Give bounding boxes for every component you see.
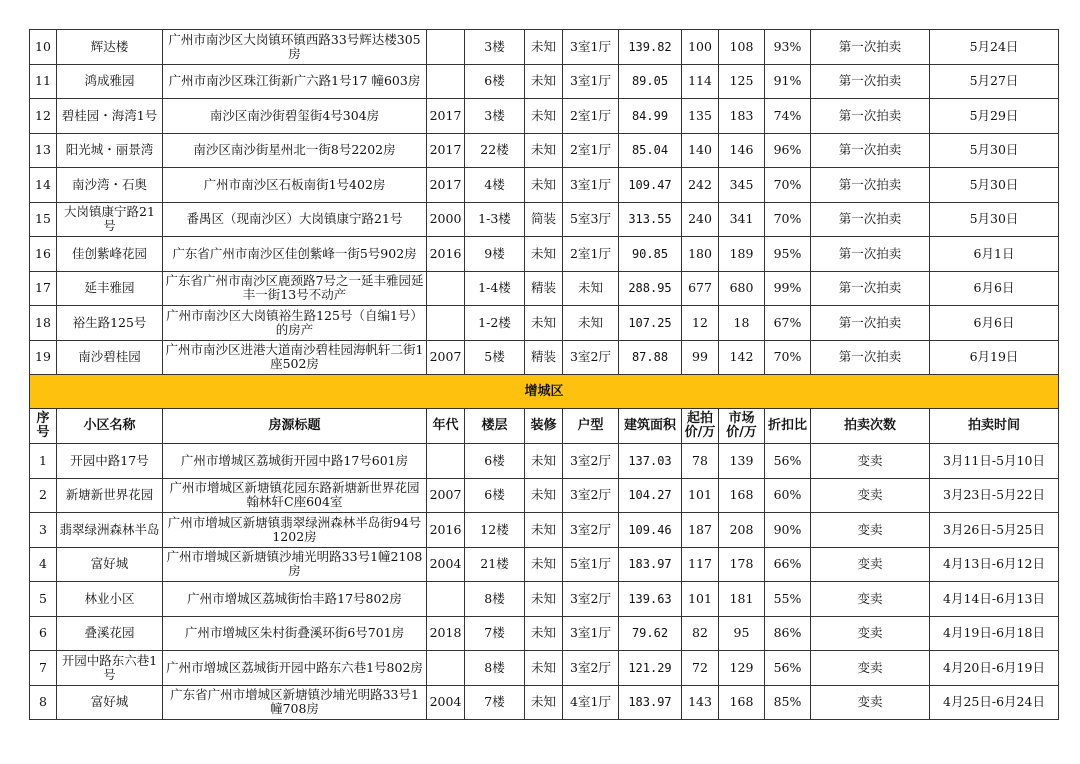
cell-start-price: 135 (682, 99, 719, 134)
cell-title: 南沙区南沙街星州北一街8号2202房 (163, 133, 427, 168)
cell-no: 8 (30, 685, 57, 720)
cell-name: 南沙湾・石奥 (57, 168, 163, 203)
cell-name: 富好城 (57, 547, 163, 582)
cell-layout: 2室1厅 (563, 237, 619, 272)
table-row (30, 99, 1059, 134)
cell-year: 2000 (427, 202, 465, 237)
header-floor: 楼层 (465, 409, 525, 444)
cell-layout: 3室1厅 (563, 64, 619, 99)
cell-market-price: 18 (719, 306, 765, 341)
table-row (30, 237, 1059, 272)
cell-market-price: 142 (719, 340, 765, 375)
cell-layout: 3室2厅 (563, 444, 619, 479)
table-row (30, 651, 1059, 686)
cell-market-price: 129 (719, 651, 765, 686)
cell-title: 广州市增城区新塘镇翡翠绿洲森林半岛街94号1202房 (163, 513, 427, 548)
cell-auction-date: 6月19日 (930, 340, 1059, 375)
cell-start-price: 101 (682, 478, 719, 513)
cell-name: 南沙碧桂园 (57, 340, 163, 375)
header-layout: 户型 (563, 409, 619, 444)
cell-area: 288.95 (619, 271, 682, 306)
cell-auction-date: 5月29日 (930, 99, 1059, 134)
cell-market-price: 139 (719, 444, 765, 479)
cell-year (427, 64, 465, 99)
header-decor: 装修 (525, 409, 563, 444)
cell-decor: 未知 (525, 168, 563, 203)
table-row (30, 306, 1059, 341)
cell-floor: 22楼 (465, 133, 525, 168)
cell-title: 广州市南沙区大岗镇环镇西路33号辉达楼305房 (163, 30, 427, 65)
cell-year: 2017 (427, 99, 465, 134)
table-row (30, 513, 1059, 548)
cell-title: 广东省广州市南沙区佳创紫峰一街5号902房 (163, 237, 427, 272)
cell-title: 广州市南沙区珠江街新广六路1号17 幢603房 (163, 64, 427, 99)
cell-name: 新塘新世界花园 (57, 478, 163, 513)
cell-year (427, 271, 465, 306)
cell-auction-times: 变卖 (811, 685, 930, 720)
cell-no: 18 (30, 306, 57, 341)
cell-floor: 7楼 (465, 685, 525, 720)
cell-title: 广州市南沙区石板南街1号402房 (163, 168, 427, 203)
header-name: 小区名称 (57, 409, 163, 444)
cell-name: 延丰雅园 (57, 271, 163, 306)
cell-floor: 8楼 (465, 582, 525, 617)
table-row (30, 202, 1059, 237)
cell-layout: 2室1厅 (563, 99, 619, 134)
cell-floor: 1-2楼 (465, 306, 525, 341)
cell-year: 2016 (427, 237, 465, 272)
cell-floor: 21楼 (465, 547, 525, 582)
table-row (30, 478, 1059, 513)
cell-auction-date: 5月30日 (930, 168, 1059, 203)
cell-decor: 未知 (525, 306, 563, 341)
cell-layout: 2室1厅 (563, 133, 619, 168)
cell-auction-times: 变卖 (811, 444, 930, 479)
cell-name: 鸿成雅园 (57, 64, 163, 99)
cell-floor: 3楼 (465, 99, 525, 134)
cell-start-price: 677 (682, 271, 719, 306)
cell-market-price: 345 (719, 168, 765, 203)
cell-area: 109.47 (619, 168, 682, 203)
cell-auction-date: 5月30日 (930, 133, 1059, 168)
cell-title: 广东省广州市增城区新塘镇沙埔光明路33号1幢708房 (163, 685, 427, 720)
cell-auction-times: 变卖 (811, 513, 930, 548)
cell-floor: 9楼 (465, 237, 525, 272)
cell-area: 313.55 (619, 202, 682, 237)
cell-start-price: 143 (682, 685, 719, 720)
cell-year: 2018 (427, 616, 465, 651)
cell-no: 13 (30, 133, 57, 168)
cell-no: 4 (30, 547, 57, 582)
cell-name: 辉达楼 (57, 30, 163, 65)
cell-start-price: 140 (682, 133, 719, 168)
cell-auction-times: 第一次拍卖 (811, 237, 930, 272)
cell-start-price: 180 (682, 237, 719, 272)
cell-auction-date: 3月26日-5月25日 (930, 513, 1059, 548)
cell-auction-times: 变卖 (811, 547, 930, 582)
cell-area: 139.82 (619, 30, 682, 65)
cell-area: 89.05 (619, 64, 682, 99)
table-row (30, 616, 1059, 651)
cell-discount: 56% (765, 444, 811, 479)
header-area: 建筑面积 (619, 409, 682, 444)
cell-no: 3 (30, 513, 57, 548)
cell-floor: 7楼 (465, 616, 525, 651)
cell-no: 19 (30, 340, 57, 375)
cell-name: 叠溪花园 (57, 616, 163, 651)
cell-start-price: 242 (682, 168, 719, 203)
cell-floor: 4楼 (465, 168, 525, 203)
cell-no: 11 (30, 64, 57, 99)
cell-no: 10 (30, 30, 57, 65)
cell-title: 广州市南沙区进港大道南沙碧桂园海帆轩二街1座502房 (163, 340, 427, 375)
cell-layout: 未知 (563, 306, 619, 341)
cell-year: 2017 (427, 133, 465, 168)
cell-floor: 6楼 (465, 444, 525, 479)
cell-decor: 未知 (525, 478, 563, 513)
cell-title: 广东省广州市南沙区鹿颈路7号之一延丰雅园延丰一街13号不动产 (163, 271, 427, 306)
cell-decor: 未知 (525, 237, 563, 272)
cell-discount: 91% (765, 64, 811, 99)
cell-layout: 3室2厅 (563, 582, 619, 617)
cell-name: 林业小区 (57, 582, 163, 617)
cell-name: 富好城 (57, 685, 163, 720)
cell-decor: 未知 (525, 513, 563, 548)
cell-name: 裕生路125号 (57, 306, 163, 341)
cell-area: 139.63 (619, 582, 682, 617)
cell-layout: 3室1厅 (563, 30, 619, 65)
cell-discount: 70% (765, 202, 811, 237)
cell-year (427, 30, 465, 65)
nansha-table-body (30, 30, 1059, 375)
zengcheng-section (30, 375, 1059, 444)
cell-floor: 5楼 (465, 340, 525, 375)
cell-discount: 86% (765, 616, 811, 651)
cell-name: 佳创紫峰花园 (57, 237, 163, 272)
cell-market-price: 168 (719, 685, 765, 720)
cell-auction-times: 第一次拍卖 (811, 340, 930, 375)
cell-area: 85.04 (619, 133, 682, 168)
cell-discount: 67% (765, 306, 811, 341)
cell-market-price: 181 (719, 582, 765, 617)
cell-name: 阳光城・丽景湾 (57, 133, 163, 168)
cell-area: 90.85 (619, 237, 682, 272)
cell-discount: 85% (765, 685, 811, 720)
cell-start-price: 78 (682, 444, 719, 479)
cell-auction-times: 变卖 (811, 582, 930, 617)
cell-market-price: 95 (719, 616, 765, 651)
cell-auction-date: 4月14日-6月13日 (930, 582, 1059, 617)
cell-decor: 未知 (525, 99, 563, 134)
cell-decor: 简装 (525, 202, 563, 237)
cell-year (427, 306, 465, 341)
cell-floor: 3楼 (465, 30, 525, 65)
cell-floor: 8楼 (465, 651, 525, 686)
cell-floor: 1-3楼 (465, 202, 525, 237)
cell-area: 87.88 (619, 340, 682, 375)
cell-market-price: 183 (719, 99, 765, 134)
cell-area: 137.03 (619, 444, 682, 479)
cell-layout: 3室2厅 (563, 651, 619, 686)
cell-decor: 精装 (525, 271, 563, 306)
cell-market-price: 680 (719, 271, 765, 306)
cell-title: 广州市增城区荔城街开园中路17号601房 (163, 444, 427, 479)
cell-year: 2007 (427, 340, 465, 375)
cell-discount: 74% (765, 99, 811, 134)
cell-start-price: 240 (682, 202, 719, 237)
auction-listing-table (29, 29, 1059, 720)
cell-auction-times: 第一次拍卖 (811, 133, 930, 168)
cell-name: 开园中路17号 (57, 444, 163, 479)
cell-auction-times: 第一次拍卖 (811, 99, 930, 134)
cell-decor: 未知 (525, 616, 563, 651)
cell-auction-date: 4月25日-6月24日 (930, 685, 1059, 720)
cell-discount: 55% (765, 582, 811, 617)
cell-no: 17 (30, 271, 57, 306)
header-title: 房源标题 (163, 409, 427, 444)
cell-no: 1 (30, 444, 57, 479)
cell-auction-times: 第一次拍卖 (811, 306, 930, 341)
table-row (30, 547, 1059, 582)
cell-no: 2 (30, 478, 57, 513)
cell-discount: 93% (765, 30, 811, 65)
cell-auction-date: 3月11日-5月10日 (930, 444, 1059, 479)
cell-area: 121.29 (619, 651, 682, 686)
cell-auction-times: 第一次拍卖 (811, 168, 930, 203)
header-year: 年代 (427, 409, 465, 444)
cell-decor: 未知 (525, 64, 563, 99)
cell-no: 5 (30, 582, 57, 617)
cell-no: 15 (30, 202, 57, 237)
cell-decor: 未知 (525, 685, 563, 720)
cell-no: 14 (30, 168, 57, 203)
cell-year: 2016 (427, 513, 465, 548)
cell-auction-times: 第一次拍卖 (811, 202, 930, 237)
cell-year: 2004 (427, 685, 465, 720)
header-market-price: 市场价/万 (719, 409, 765, 444)
table-row (30, 582, 1059, 617)
table-row (30, 168, 1059, 203)
cell-decor: 未知 (525, 444, 563, 479)
cell-start-price: 12 (682, 306, 719, 341)
cell-auction-date: 5月24日 (930, 30, 1059, 65)
cell-floor: 12楼 (465, 513, 525, 548)
cell-auction-date: 5月30日 (930, 202, 1059, 237)
cell-auction-date: 4月20日-6月19日 (930, 651, 1059, 686)
table-row (30, 30, 1059, 65)
cell-no: 7 (30, 651, 57, 686)
cell-auction-times: 第一次拍卖 (811, 64, 930, 99)
cell-auction-times: 变卖 (811, 478, 930, 513)
cell-market-price: 189 (719, 237, 765, 272)
cell-no: 12 (30, 99, 57, 134)
cell-decor: 未知 (525, 651, 563, 686)
cell-year: 2017 (427, 168, 465, 203)
cell-discount: 70% (765, 340, 811, 375)
table-row (30, 685, 1059, 720)
cell-layout: 4室1厅 (563, 685, 619, 720)
cell-area: 79.62 (619, 616, 682, 651)
cell-layout: 3室1厅 (563, 168, 619, 203)
cell-auction-date: 5月27日 (930, 64, 1059, 99)
table-row (30, 340, 1059, 375)
cell-start-price: 99 (682, 340, 719, 375)
cell-market-price: 146 (719, 133, 765, 168)
cell-auction-times: 第一次拍卖 (811, 271, 930, 306)
cell-discount: 70% (765, 168, 811, 203)
cell-no: 16 (30, 237, 57, 272)
header-auction-date: 拍卖时间 (930, 409, 1059, 444)
cell-year: 2007 (427, 478, 465, 513)
table-row (30, 133, 1059, 168)
column-header-row (30, 409, 1059, 444)
cell-start-price: 82 (682, 616, 719, 651)
cell-title: 广州市南沙区大岗镇裕生路125号（自编1号）的房产 (163, 306, 427, 341)
cell-year (427, 444, 465, 479)
cell-title: 广州市增城区荔城街怡丰路17号802房 (163, 582, 427, 617)
cell-discount: 60% (765, 478, 811, 513)
cell-floor: 6楼 (465, 64, 525, 99)
auction-listing-table-wrapper (29, 29, 1058, 720)
cell-year (427, 582, 465, 617)
cell-title: 广州市增城区荔城街开园中路东六巷1号802房 (163, 651, 427, 686)
cell-year: 2004 (427, 547, 465, 582)
cell-floor: 6楼 (465, 478, 525, 513)
cell-auction-date: 6月6日 (930, 271, 1059, 306)
header-no: 序号 (30, 409, 57, 444)
cell-market-price: 208 (719, 513, 765, 548)
cell-discount: 99% (765, 271, 811, 306)
cell-title: 广州市增城区新塘镇花园东路新塘新世界花园翰林轩C座604室 (163, 478, 427, 513)
cell-market-price: 178 (719, 547, 765, 582)
section-title: 增城区 (30, 375, 1059, 409)
cell-name: 大岗镇康宁路21号 (57, 202, 163, 237)
cell-decor: 精装 (525, 340, 563, 375)
cell-year (427, 651, 465, 686)
cell-auction-date: 3月23日-5月22日 (930, 478, 1059, 513)
table-row (30, 444, 1059, 479)
header-discount: 折扣比 (765, 409, 811, 444)
cell-start-price: 117 (682, 547, 719, 582)
cell-market-price: 108 (719, 30, 765, 65)
cell-layout: 3室1厅 (563, 616, 619, 651)
cell-decor: 未知 (525, 582, 563, 617)
cell-discount: 56% (765, 651, 811, 686)
cell-decor: 未知 (525, 133, 563, 168)
section-header-row (30, 375, 1059, 409)
cell-start-price: 101 (682, 582, 719, 617)
cell-market-price: 341 (719, 202, 765, 237)
cell-area: 183.97 (619, 685, 682, 720)
cell-decor: 未知 (525, 30, 563, 65)
cell-title: 广州市增城区朱村街叠溪环街6号701房 (163, 616, 427, 651)
table-row (30, 271, 1059, 306)
cell-start-price: 100 (682, 30, 719, 65)
cell-layout: 3室2厅 (563, 513, 619, 548)
cell-market-price: 168 (719, 478, 765, 513)
cell-start-price: 187 (682, 513, 719, 548)
cell-start-price: 72 (682, 651, 719, 686)
cell-auction-date: 6月1日 (930, 237, 1059, 272)
cell-auction-date: 4月19日-6月18日 (930, 616, 1059, 651)
cell-market-price: 125 (719, 64, 765, 99)
zengcheng-table-body (30, 444, 1059, 720)
cell-auction-times: 第一次拍卖 (811, 30, 930, 65)
cell-area: 104.27 (619, 478, 682, 513)
header-start-price: 起拍价/万 (682, 409, 719, 444)
cell-layout: 未知 (563, 271, 619, 306)
cell-title: 广州市增城区新塘镇沙埔光明路33号1幢2108房 (163, 547, 427, 582)
cell-auction-times: 变卖 (811, 651, 930, 686)
cell-name: 碧桂园・海湾1号 (57, 99, 163, 134)
cell-discount: 66% (765, 547, 811, 582)
cell-discount: 95% (765, 237, 811, 272)
cell-layout: 3室2厅 (563, 340, 619, 375)
cell-no: 6 (30, 616, 57, 651)
cell-discount: 96% (765, 133, 811, 168)
cell-start-price: 114 (682, 64, 719, 99)
cell-layout: 5室1厅 (563, 547, 619, 582)
cell-area: 107.25 (619, 306, 682, 341)
cell-area: 109.46 (619, 513, 682, 548)
cell-auction-date: 4月13日-6月12日 (930, 547, 1059, 582)
cell-decor: 未知 (525, 547, 563, 582)
cell-name: 翡翠绿洲森林半岛 (57, 513, 163, 548)
cell-auction-date: 6月6日 (930, 306, 1059, 341)
cell-title: 南沙区南沙街碧玺街4号304房 (163, 99, 427, 134)
cell-auction-times: 变卖 (811, 616, 930, 651)
cell-floor: 1-4楼 (465, 271, 525, 306)
header-auction-times: 拍卖次数 (811, 409, 930, 444)
cell-title: 番禺区（现南沙区）大岗镇康宁路21号 (163, 202, 427, 237)
cell-discount: 90% (765, 513, 811, 548)
table-row (30, 64, 1059, 99)
cell-layout: 5室3厅 (563, 202, 619, 237)
cell-area: 84.99 (619, 99, 682, 134)
cell-name: 开园中路东六巷1号 (57, 651, 163, 686)
cell-layout: 3室2厅 (563, 478, 619, 513)
cell-area: 183.97 (619, 547, 682, 582)
